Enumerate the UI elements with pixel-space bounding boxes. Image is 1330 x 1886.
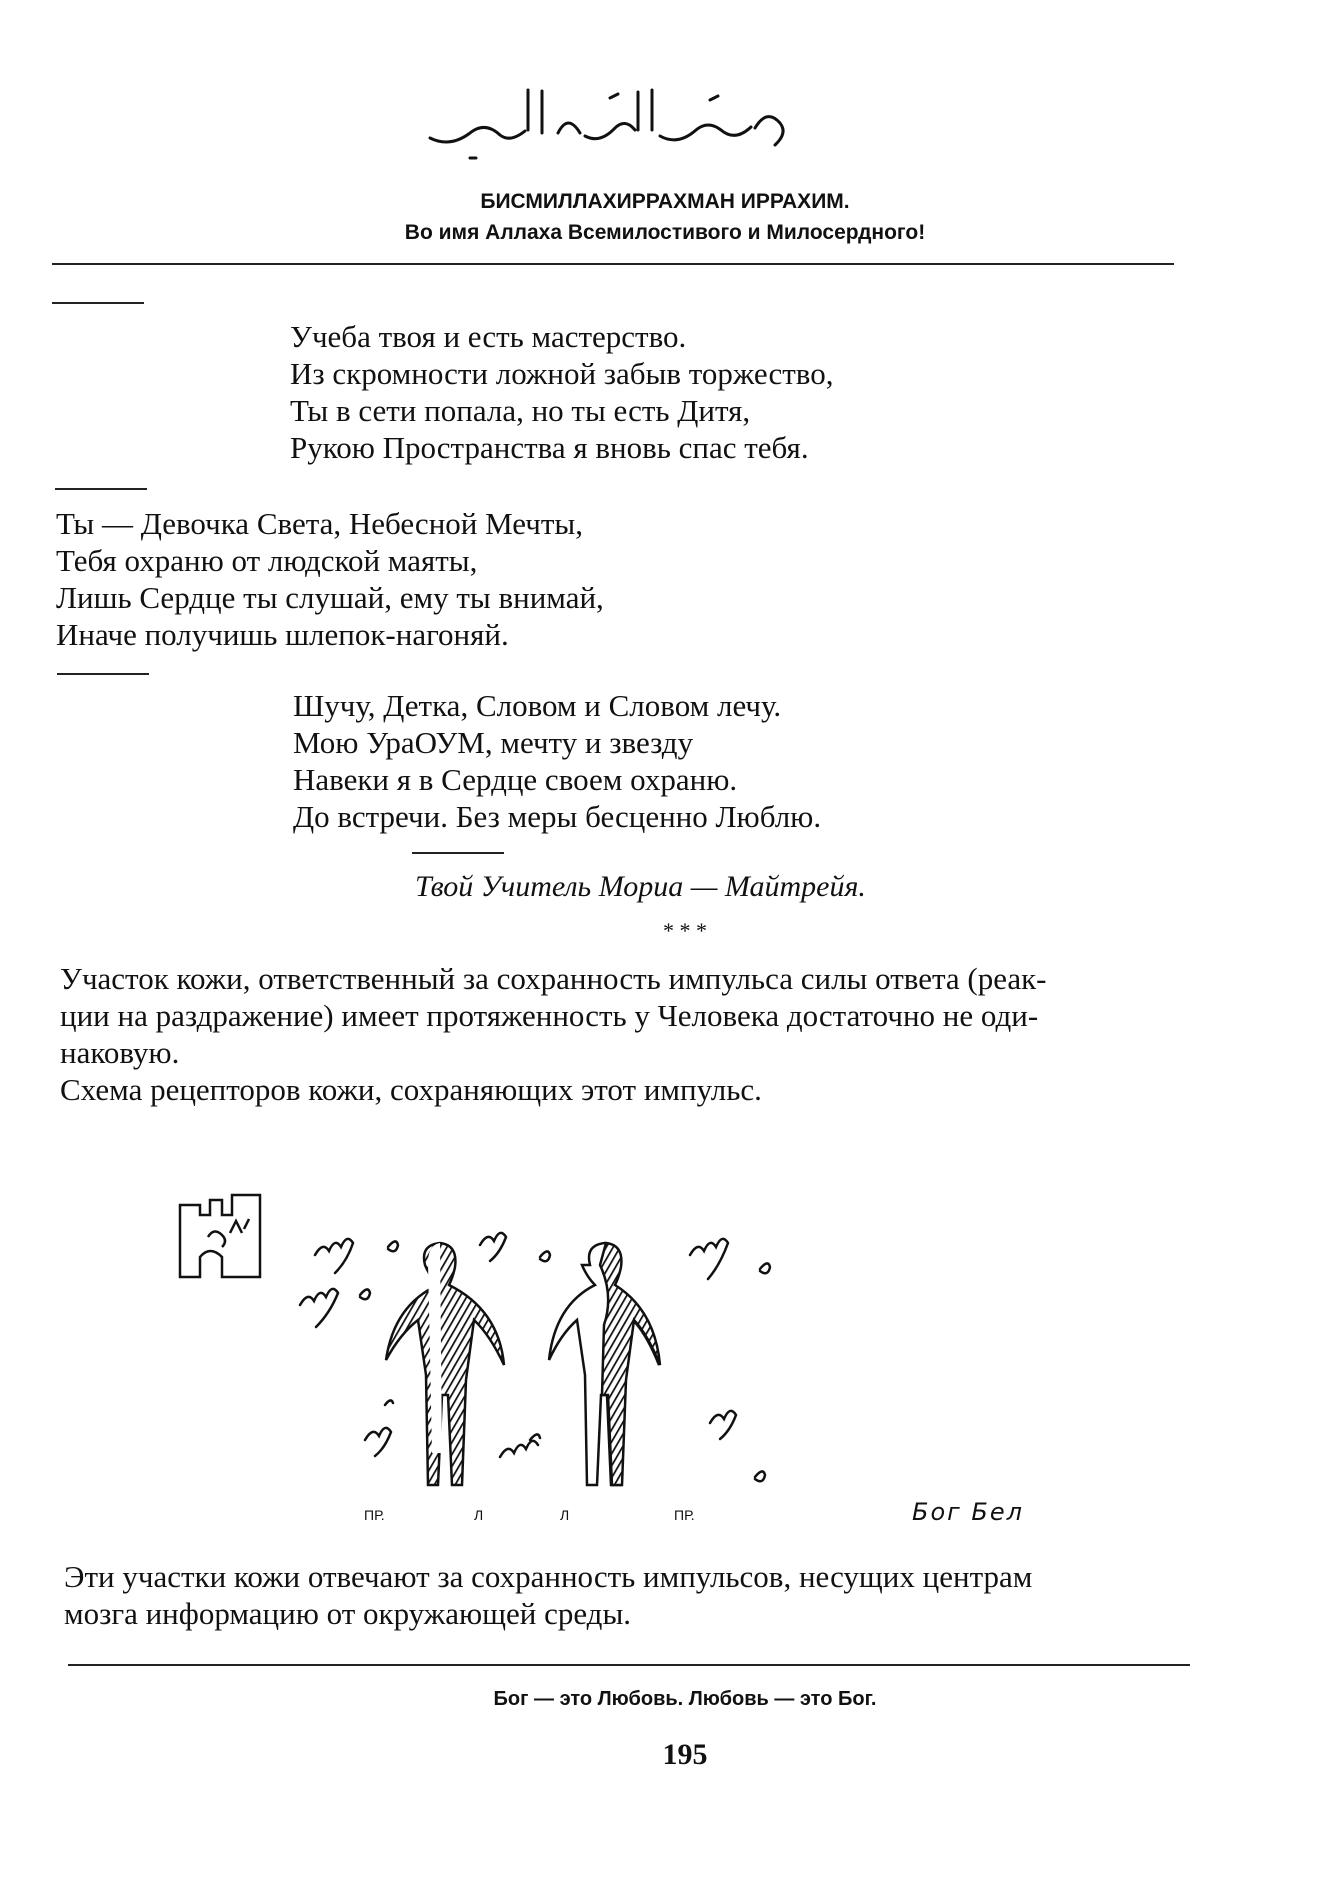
figure-label-left-l: Л	[474, 1507, 484, 1523]
stanza-line: Рукою Пространства я вновь спас тебя.	[290, 430, 809, 465]
figure-label-right-pr: ПР.	[674, 1507, 695, 1523]
stanza-divider	[57, 673, 149, 675]
stanza-line: Иначе получишь шлепок-нагоняй.	[56, 617, 509, 652]
left-human-figure	[386, 1243, 504, 1485]
stanza-line: Шучу, Детка, Словом и Словом лечу.	[293, 688, 782, 723]
figure-label-left-pr: ПР.	[364, 1507, 385, 1523]
stanza-2	[56, 505, 604, 653]
footer-motto: Бог — это Любовь. Любовь — это Бог.	[493, 1688, 877, 1710]
receptor-figure	[170, 1185, 1070, 1525]
castle-glyph-icon	[180, 1195, 260, 1277]
header-title: БИСМИЛЛАХИРРАХМАН ИРРАХИМ.	[480, 190, 850, 213]
figure-caption: Бог Бел	[912, 1498, 1024, 1526]
paragraph-line: ции на раздражение) имеет протяженность у Человека достаточно не оди-	[60, 998, 1039, 1033]
section-separator: * * *	[663, 918, 707, 943]
paragraph-line: наковую.	[60, 1035, 180, 1070]
stanza-line: Лишь Сердце ты слушай, ему ты внимай,	[56, 580, 604, 615]
stanza-line: Навеки я в Сердце своем охраню.	[293, 762, 738, 797]
paragraph-line: Схема рецепторов кожи, сохраняющих этот импульс.	[60, 1072, 762, 1107]
closing-paragraph	[64, 1558, 1214, 1632]
paragraph-line: мозга информацию от окружающей среды.	[64, 1596, 632, 1631]
stanza-divider	[55, 488, 147, 490]
stanza-line: Ты — Девочка Света, Небесной Мечты,	[56, 506, 583, 541]
stanza-line: Ты в сети попала, но ты есть Дитя,	[290, 393, 751, 428]
figure-label-right-l: Л	[560, 1507, 570, 1523]
body-paragraph	[60, 960, 1210, 1108]
header-rule	[52, 263, 1174, 265]
stanza-3	[293, 687, 821, 835]
stanza-line: Учеба твоя и есть мастерство.	[290, 319, 687, 354]
footer-rule	[68, 1664, 1190, 1666]
signature: Твой Учитель Мориа — Майтрейя.	[415, 870, 866, 903]
paragraph-line: Эти участки кожи отвечают за сохранность импульсов, несущих центрам	[64, 1559, 1033, 1594]
figure-illustration	[170, 1185, 1070, 1525]
header-subtitle: Во имя Аллаха Всемилостивого и Милосердного!	[404, 221, 926, 244]
signature-rule	[412, 852, 504, 854]
page-number: 195	[662, 1738, 708, 1771]
calligraphy-logo	[410, 78, 810, 168]
stanza-line: Тебя охраню от людской маяты,	[56, 543, 478, 578]
stanza-divider	[52, 302, 144, 304]
right-human-figure	[549, 1243, 660, 1485]
stanza-1	[290, 318, 833, 466]
stanza-line: Мою УраОУМ, мечту и звезду	[293, 725, 694, 760]
stanza-line: До встречи. Без меры бесценно Люблю.	[293, 799, 822, 834]
calligraphy-icon	[410, 78, 810, 168]
stanza-line: Из скромности ложной забыв торжество,	[290, 356, 834, 391]
paragraph-line: Участок кожи, ответственный за сохранность импульса силы ответа (реак-	[60, 961, 1047, 996]
